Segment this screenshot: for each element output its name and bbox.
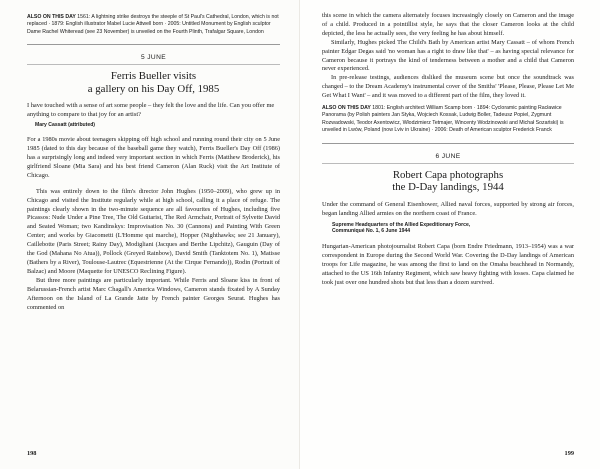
also-on-this-day-note: [27, 14, 280, 36]
also-on-this-day-label: ALSO ON THIS DAY: [27, 14, 76, 20]
epigraph-quote: I have touched with a sense of art some people – they felt the love and the life. Can you offer me anything to compare to that joy for an artist?: [27, 102, 275, 119]
entry-title-line-2: a gallery on his Day Off, 1985: [87, 82, 220, 95]
page-number: 199: [564, 450, 574, 457]
entry-body: [322, 243, 574, 288]
body-paragraph: Similarly, Hughes picked The Child's Bath by American artist Mary Cassatt – of whom French painter Edgar Degas said 'no woman has a right to draw like that' – as having special relevance for Cameron because it portrays the kind of tenderness between a mother and a child that Cameron never experienced.: [322, 38, 574, 73]
entry-date: 6 JUNE: [435, 152, 461, 160]
body-paragraph: But three more paintings are particularly important. While Ferris and Sloane kiss in front of Belarussian-French artist Marc Chagall's America Windows, Cameron stands fixated by A Sunday Afternoon on the Island of La Grande Jatte by French painter Georges Seurat. Hughes has commented on: [27, 276, 280, 311]
source-line-2: Communiqué No. 1, 6 June 1944: [332, 228, 411, 235]
entry-title: [27, 70, 280, 95]
section-divider: [322, 143, 574, 144]
entry-title: [322, 169, 574, 194]
epigraph-quote: Under the command of General Eisenhower, Allied naval forces, supported by strong air forces, began landing Allied armies on the northern coast of France.: [322, 200, 574, 217]
body-paragraph: For a 1980s movie about teenagers skipping off high school and running round their city on 5 June 1985 (dated to this day because of the baseball game they watch), Ferris Bueller's Day Off (1986) has a surprisingly long and indeed very important section in which Ferris (Matthew Broderick), his girlfriend Sloane (Mia Sara) and his best friend Cameron (Alan Ruck) visit the Art Institute of Chicago.: [27, 136, 280, 179]
body-paragraph: In pre-release testings, audiences disliked the museum scene but once the soundtrack was changed – to the Dream Academy's instrumental cover of the Smiths' 'Please, Please, Please Let Me Get What I Want' – and it was moved to a different part of the film, they loved it.: [322, 74, 574, 100]
page-number: 198: [27, 450, 37, 457]
also-on-this-day-label: ALSO ON THIS DAY: [322, 105, 371, 112]
entry-title-line-1: Ferris Bueller visits: [110, 70, 197, 83]
also-on-this-day-text: 1561: A lightning strike destroys the steeple of St Paul's Cathedral, London, which is not replaced · 1879: English illustrator Mabel Lucie Attwell born · 2005: Untitled Monument by English sculptor Dame Rachel Whiteread (see 23 November) is unveiled on the Fourth Plinth, Trafalgar Square, London: [27, 14, 279, 35]
entry-date: 5 JUNE: [140, 54, 167, 62]
body-paragraph: this scene in which the camera alternately focuses increasingly closely on Cameron and the image of a child. Produced in a pointillist style, he says that the closer Cameron looks at the child depicted, the less he actually sees, the very feeling he has about himself.: [322, 12, 574, 37]
entry-title-line-2: the D-Day landings, 1944: [392, 181, 504, 194]
epigraph-source: [332, 222, 574, 236]
date-rule: [27, 64, 280, 65]
date-rule: [322, 163, 574, 164]
also-on-this-day-text: 1801: English architect William Scamp born · 1894: Cycloramic painting Racławice Panorama (by Polish painters Jan Styka, Wojciech Kossak, Ludwig Boller, Tadeusz Popiel, Zygmunt Rozwadowski, Teodor Axentowicz, Włodzimierz Tetmajer, Wincenty Wodzinowski and Michał Sozański) is unveiled in Lwów, Poland (now Lviv in Ukraine) · 2006: Death of American sculptor Frederick Franck: [322, 105, 564, 134]
right-page: [300, 0, 600, 469]
entry-title-line-1: Robert Capa photographs: [392, 168, 504, 181]
entry-body: [27, 136, 280, 312]
also-on-this-day-note: [322, 105, 574, 135]
body-paragraph: This was entirely down to the film's director John Hughes (1950–2009), who grew up in Chicago and visited the Institute regularly while at high school, calling it a place of refuge. The paintings clearly shown in the two-minute sequence are all favourites of Hughes, including five Picassos: Nude Under a Pine Tree, The Old Guitarist, The Red Armchair, Portrait of Sylvette David and Seated Woman; two Kandinskys: Improvisation No. 30 (Cannons) and Painting With Green Center; and works by Giacometti (L'Homme qui marche), Hopper (Nighthawks; see 21 January), Caillebotte (Paris Street; Rainy Day), Modigliani (Jacques and Berthe Lipchitz), Gauguin (Day of the God (Mahana No Atua)), Pollock (Greyed Rainbow), David Smith (Tanktotem No. 1), Matisse (Bathers by a River), Toulouse-Lautrec (Equestrienne (At the Cirque Fernando)), Rodin (Portrait of Balzac) and Moore (Maquette for UNESCO Reclining Figure).: [27, 187, 280, 275]
continued-body: [322, 12, 574, 101]
section-divider: [27, 44, 280, 45]
body-paragraph: Hungarian-American photojournalist Robert Capa (born Endre Friedmann, 1913–1954) was a war correspondent in Europe during the Second World War. Covering the D-Day landings of American troops for Life magazine, he was among the first to land on the Omaha beachhead in Normandy, attached to the US 16th Infantry Regiment, which saw heavy fighting with losses. Capa claimed he took just over one hundred shots but that less than a dozen survived.: [322, 243, 574, 286]
source-line-1: Supreme Headquarters of the Allied Expeditionary Force,: [332, 221, 471, 228]
epigraph-attribution: Mary Cassatt (attributed): [35, 122, 96, 129]
